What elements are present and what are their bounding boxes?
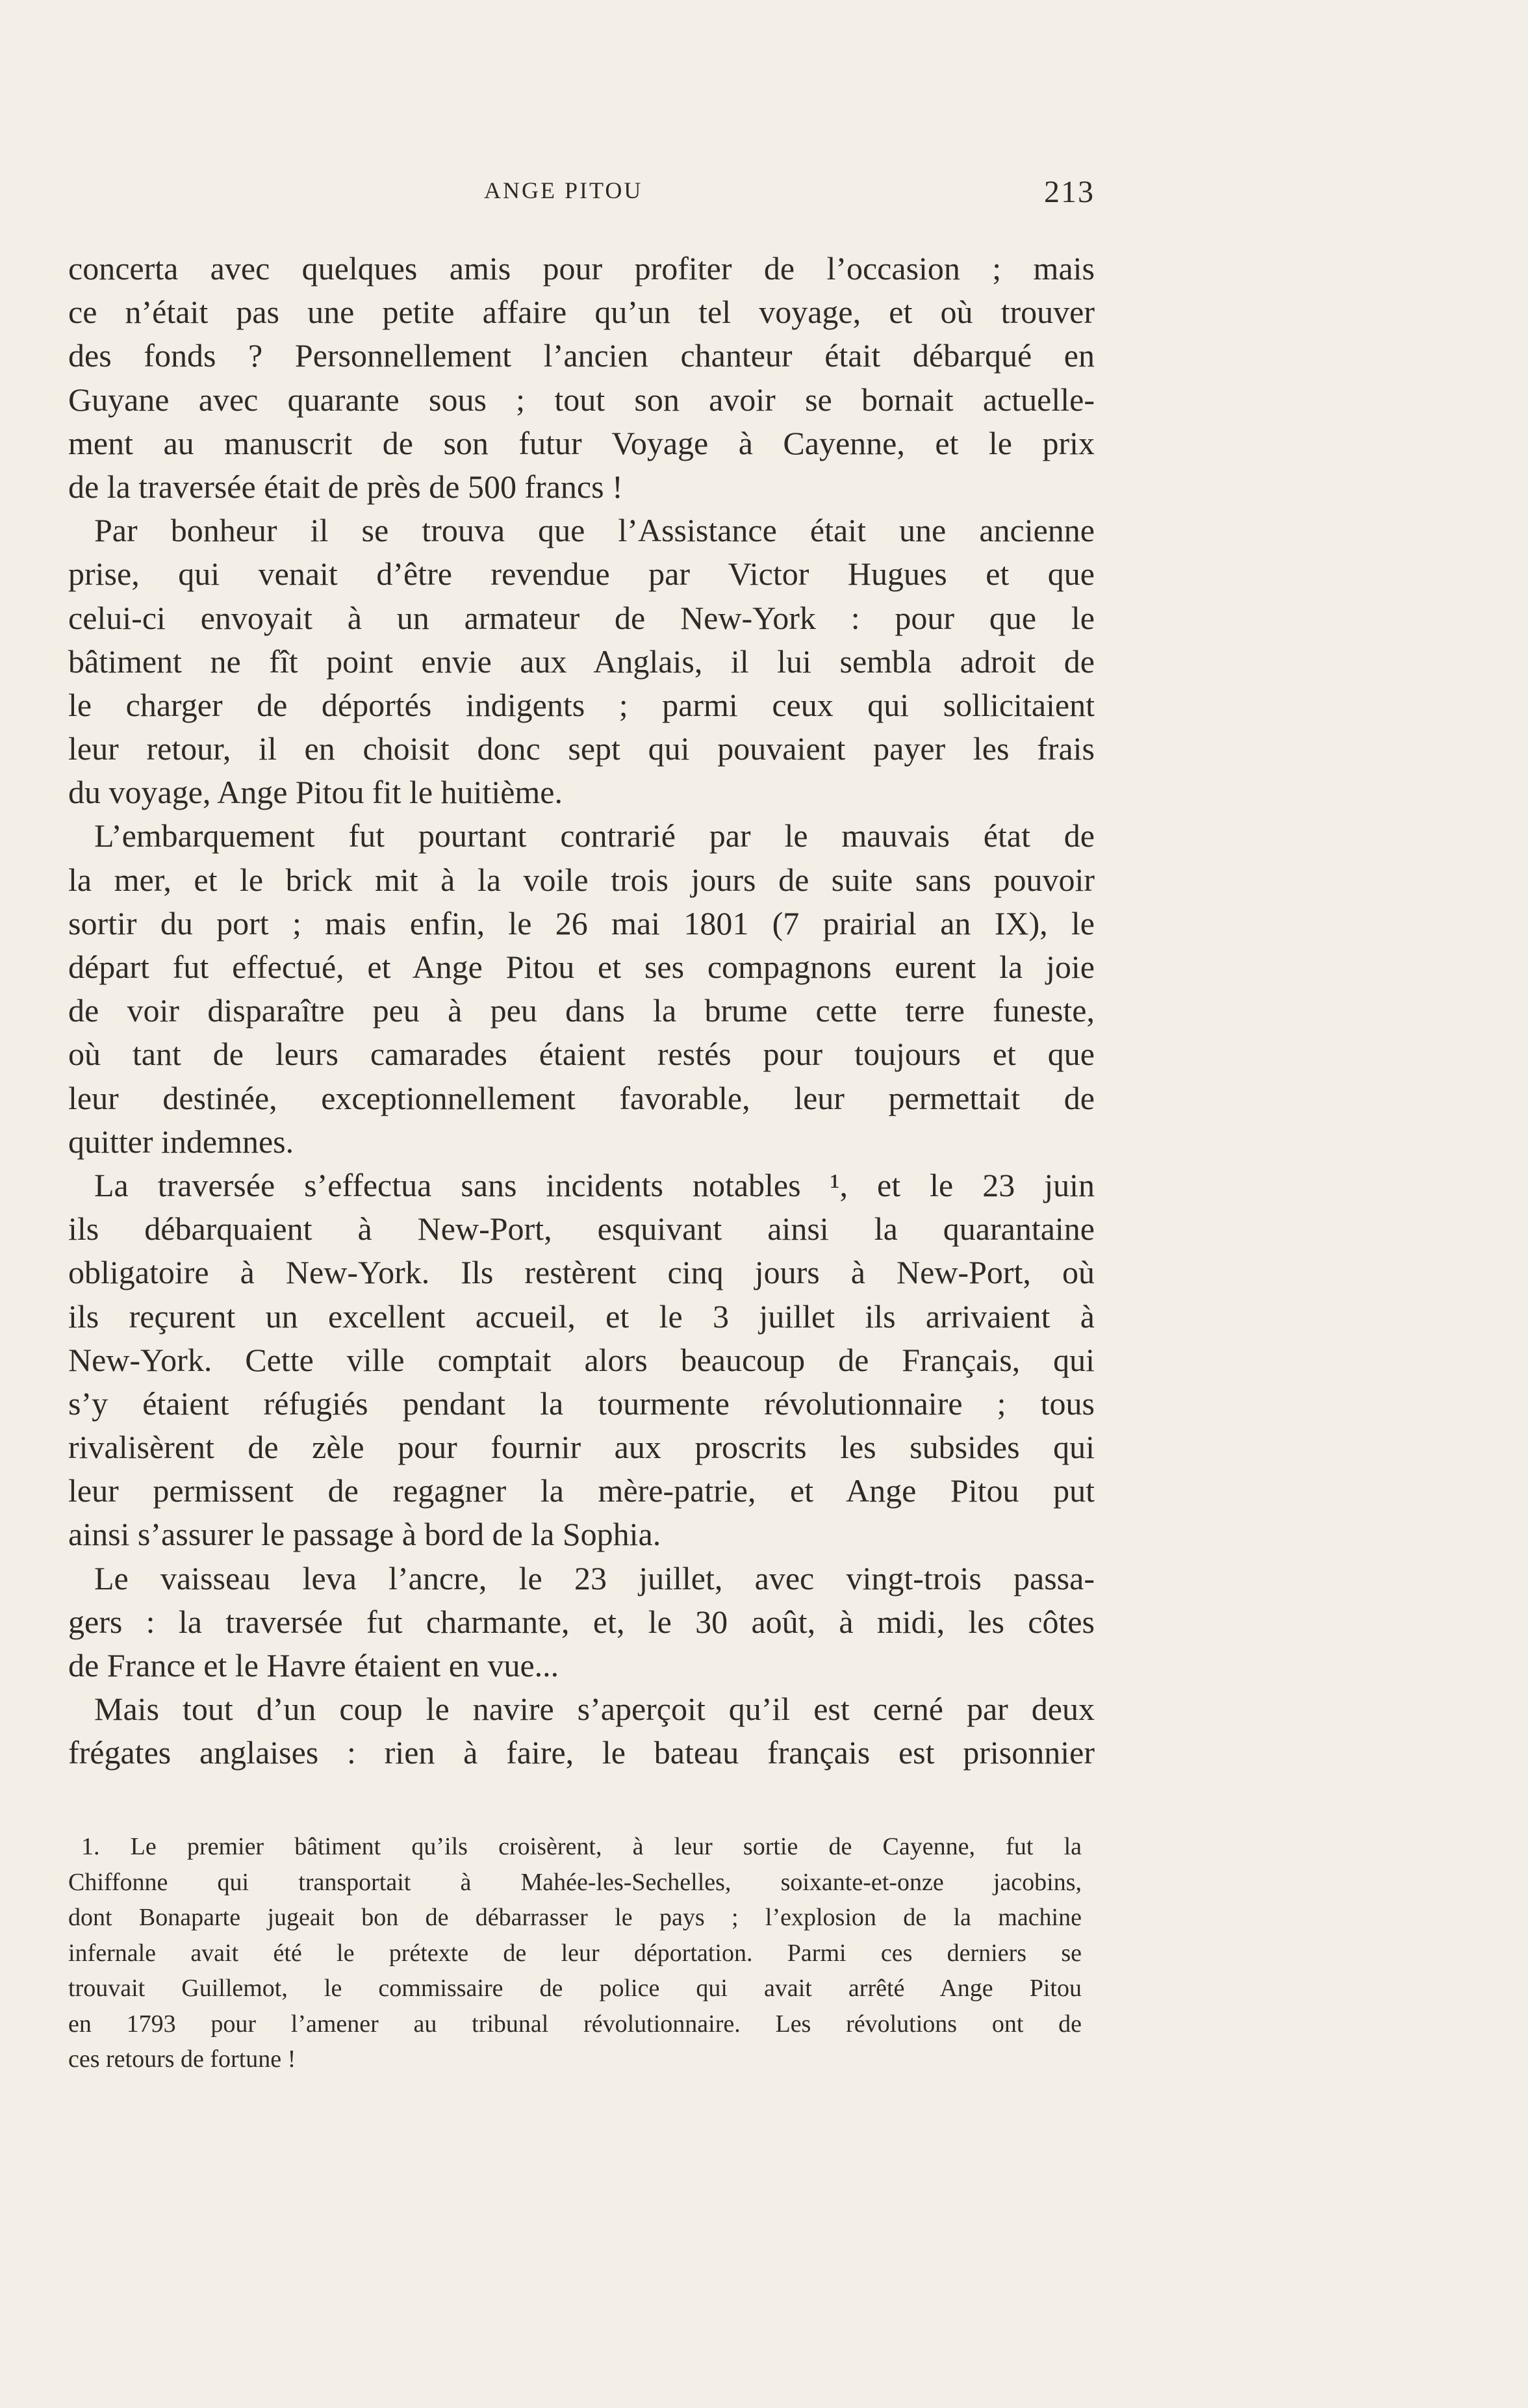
text-line: rivalisèrent de zèle pour fournir aux proscrits les subsides qui [68,1429,1095,1466]
text-line: de voir disparaître peu à peu dans la brume cette terre funeste, [68,992,1095,1029]
text-line: celui-ci envoyait à un armateur de New-York : pour que le [68,599,1095,636]
footnote [68,1829,1082,2077]
text-line: frégates anglaises : rien à faire, le bateau français est prisonnier [68,1734,1095,1771]
running-title: ANGE PITOU [484,177,643,203]
text-line: leur permissent de regagner la mère-patrie, et Ange Pitou put [68,1472,1095,1509]
text-line: ment au manuscrit de son futur Voyage à Cayenne, et le prix [68,424,1095,461]
footnote-line: 1. Le premier bâtiment qu’ils croisèrent, à leur sortie de Cayenne, fut la [81,1833,1082,1860]
text-line: de France et le Havre étaient en vue... [68,1647,559,1684]
footnote-line: dont Bonaparte jugeait bon de débarrasser le pays ; l’explosion de la machine [68,1904,1082,1931]
page-header [68,174,1095,213]
text-line: New-York. Cette ville comptait alors beaucoup de Français, qui [68,1341,1095,1378]
text-line: La traversée s’effectua sans incidents notables ¹, et le 23 juin [94,1166,1095,1203]
text-line: du voyage, Ange Pitou fit le huitième. [68,774,563,811]
text-line: quitter indemnes. [68,1123,294,1160]
text-line: leur retour, il en choisit donc sept qui pouvaient payer les frais [68,730,1095,767]
footnote-line: en 1793 pour l’amener au tribunal révolutionnaire. Les révolutions ont de [68,2010,1082,2038]
text-line: Le vaisseau leva l’ancre, le 23 juillet, avec vingt-trois passa- [94,1559,1095,1596]
footnote-line: infernale avait été le prétexte de leur déportation. Parmi ces derniers se [68,1939,1082,1967]
page-number: 213 [1044,175,1095,209]
text-line: la mer, et le brick mit à la voile trois jours de suite sans pouvoir [68,861,1095,898]
text-line: bâtiment ne fît point envie aux Anglais, il lui sembla adroit de [68,643,1095,680]
text-line: ils débarquaient à New-Port, esquivant ainsi la quarantaine [68,1210,1095,1248]
footnote-line: ces retours de fortune ! [68,2045,296,2073]
text-line: Mais tout d’un coup le navire s’aperçoit qu’il est cerné par deux [94,1691,1095,1728]
text-line: gers : la traversée fut charmante, et, le 30 août, à midi, les côtes [68,1603,1095,1640]
body-text [68,247,1095,1775]
text-line: le charger de déportés indigents ; parmi ceux qui sollicitaient [68,686,1095,723]
text-line: leur destinée, exceptionnellement favorable, leur permettait de [68,1079,1095,1116]
text-line: prise, qui venait d’être revendue par Victor Hugues et que [68,556,1095,593]
text-line: ce n’était pas une petite affaire qu’un tel voyage, et où trouver [68,294,1095,331]
text-line: sortir du port ; mais enfin, le 26 mai 1801 (7 prairial an IX), le [68,904,1095,941]
text-line: ils reçurent un excellent accueil, et le 3 juillet ils arrivaient à [68,1298,1095,1335]
footnote-line: trouvait Guillemot, le commissaire de police qui avait arrêté Ange Pitou [68,1975,1082,2002]
text-line: concerta avec quelques amis pour profiter de l’occasion ; mais [68,250,1095,287]
text-line: de la traversée était de près de 500 francs ! [68,468,623,505]
text-line: L’embarquement fut pourtant contrarié par le mauvais état de [94,817,1095,854]
text-line: obligatoire à New-York. Ils restèrent cinq jours à New-Port, où [68,1254,1095,1291]
text-line: où tant de leurs camarades étaient restés pour toujours et que [68,1036,1095,1073]
text-line: des fonds ? Personnellement l’ancien chanteur était débarqué en [68,337,1095,374]
text-line: Guyane avec quarante sous ; tout son avoir se bornait actuelle- [68,381,1095,418]
text-line: ainsi s’assurer le passage à bord de la Sophia. [68,1516,661,1553]
text-line: départ fut effectué, et Ange Pitou et ses compagnons eurent la joie [68,949,1095,985]
text-line: Par bonheur il se trouva que l’Assistance était une ancienne [94,512,1095,549]
footnote-line: Chiffonne qui transportait à Mahée-les-Sechelles, soixante-et-onze jacobins, [68,1868,1082,1896]
text-line: s’y étaient réfugiés pendant la tourmente révolutionnaire ; tous [68,1385,1095,1422]
